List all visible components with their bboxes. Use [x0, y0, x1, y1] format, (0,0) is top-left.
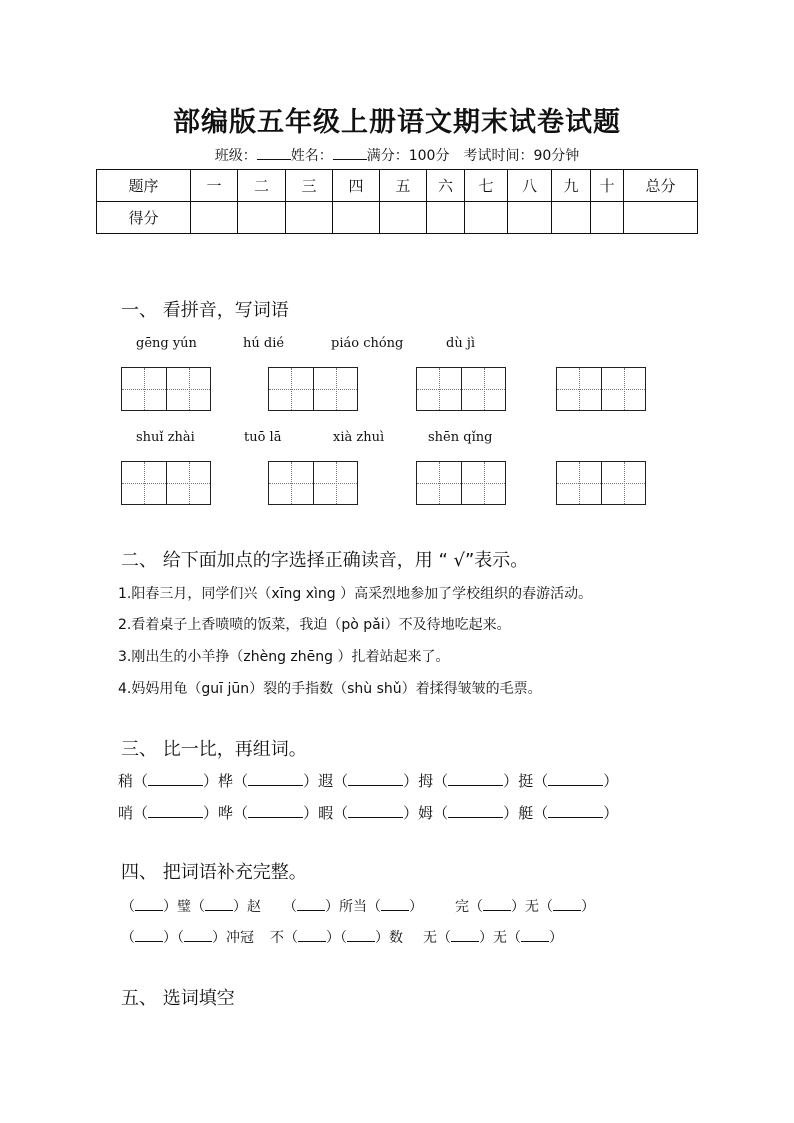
- page-title: 部编版五年级上册语文期末试卷试题: [173, 107, 621, 138]
- pinyin-label: gēng yún: [136, 336, 197, 351]
- section4-heading: 四、 把词语补充完整。: [121, 862, 307, 883]
- header-cell: 八: [508, 170, 552, 202]
- answer-blank[interactable]: [298, 927, 326, 942]
- header-cell: 二: [238, 170, 286, 202]
- score-cell[interactable]: [333, 202, 380, 234]
- answer-blank[interactable]: [135, 927, 163, 942]
- section3-heading: 三、 比一比，再组词。: [121, 739, 307, 760]
- pinyin-label: shēn qǐng: [428, 430, 493, 445]
- score-cell[interactable]: [508, 202, 552, 234]
- char: 稍: [118, 772, 134, 790]
- pinyin-label: tuō lā: [244, 430, 282, 445]
- header-cell: 四: [333, 170, 380, 202]
- answer-blank[interactable]: [451, 927, 479, 942]
- idiom-char: 冲冠: [226, 930, 254, 946]
- answer-blank[interactable]: [184, 927, 212, 942]
- score-cell[interactable]: [191, 202, 238, 234]
- char: 哨: [118, 804, 134, 822]
- score-row-label: 得分: [97, 202, 191, 234]
- pinyin-label: shuǐ zhài: [136, 430, 195, 445]
- name-blank[interactable]: [333, 147, 367, 160]
- answer-blank[interactable]: [381, 896, 409, 911]
- idiom-char: 所当: [339, 899, 367, 915]
- header-cell: 三: [286, 170, 333, 202]
- answer-blank[interactable]: [448, 803, 503, 818]
- writing-grid[interactable]: [268, 461, 358, 505]
- pinyin-label: dù jì: [446, 336, 476, 351]
- idiom-char: 赵: [247, 899, 261, 915]
- score-cell[interactable]: [591, 202, 624, 234]
- question-item: 1.阳春三月，同学们兴（xīng xìng ）高采烈地参加了学校组织的春游活动。: [118, 586, 593, 602]
- char: 艇: [518, 804, 534, 822]
- char: 哗: [218, 804, 234, 822]
- answer-blank[interactable]: [348, 803, 403, 818]
- char: 遐: [318, 772, 334, 790]
- score-cell[interactable]: [380, 202, 427, 234]
- compare-row-1: 稍（ ）桦（ ）遐（ ）拇（ ）挺（ ）: [118, 772, 619, 790]
- answer-blank[interactable]: [205, 896, 233, 911]
- idiom-row-1: （ ）璧（ ）赵 （ ）所当（ ） 完（ ）无（ ）: [121, 896, 595, 916]
- header-cell: 六: [427, 170, 465, 202]
- header-cell: 总分: [624, 170, 698, 202]
- writing-grid[interactable]: [416, 367, 506, 411]
- full-score: 满分：100分: [366, 148, 450, 164]
- char: 挺: [518, 772, 534, 790]
- answer-blank[interactable]: [548, 803, 603, 818]
- question-item: 2.看着桌子上香喷喷的饭菜，我迫（pò pǎi）不及待地吃起来。: [118, 617, 511, 633]
- exam-time: 考试时间：90分钟: [463, 148, 580, 164]
- exam-info: [0, 145, 794, 165]
- answer-blank[interactable]: [521, 927, 549, 942]
- answer-blank[interactable]: [248, 771, 303, 786]
- pinyin-label: hú dié: [243, 336, 285, 351]
- char: 桦: [218, 772, 234, 790]
- section2-heading: 二、 给下面加点的字选择正确读音，用 “ √”表示。: [121, 550, 529, 571]
- answer-blank[interactable]: [553, 896, 581, 911]
- answer-blank[interactable]: [448, 771, 503, 786]
- writing-grid[interactable]: [121, 461, 211, 505]
- question-item: 4.妈妈用龟（guī jūn）裂的手指数（shù shǔ）着揉得皱皱的毛票。: [118, 681, 542, 697]
- answer-blank[interactable]: [248, 803, 303, 818]
- class-blank[interactable]: [257, 147, 291, 160]
- idiom-char: 璧: [177, 899, 191, 915]
- char: 姆: [418, 804, 434, 822]
- answer-blank[interactable]: [483, 896, 511, 911]
- score-cell[interactable]: [427, 202, 465, 234]
- score-cell[interactable]: [552, 202, 591, 234]
- answer-blank[interactable]: [548, 771, 603, 786]
- answer-blank[interactable]: [348, 771, 403, 786]
- class-label: 班级：: [214, 148, 257, 164]
- answer-blank[interactable]: [148, 771, 203, 786]
- idiom-char: 无: [525, 899, 539, 915]
- idiom-char: 数: [389, 930, 403, 946]
- writing-grid[interactable]: [268, 367, 358, 411]
- score-table-score-row: [97, 202, 698, 234]
- idiom-char: 无: [423, 930, 437, 946]
- score-cell[interactable]: [286, 202, 333, 234]
- question-item: 3.刚出生的小羊挣（zhèng zhēng ）扎着站起来了。: [118, 649, 450, 665]
- writing-grid[interactable]: [556, 461, 646, 505]
- idiom-char: 不: [270, 930, 284, 946]
- pinyin-label: xià zhuì: [333, 430, 385, 445]
- header-cell: 题序: [97, 170, 191, 202]
- pinyin-label: piáo chóng: [331, 336, 404, 351]
- score-table-header-row: [97, 170, 698, 202]
- idiom-char: 完: [455, 899, 469, 915]
- section5-heading: 五、 选词填空: [121, 988, 235, 1009]
- header-cell: 一: [191, 170, 238, 202]
- score-cell[interactable]: [238, 202, 286, 234]
- name-label: 姓名：: [290, 148, 333, 164]
- header-cell: 十: [591, 170, 624, 202]
- score-cell[interactable]: [465, 202, 508, 234]
- answer-blank[interactable]: [148, 803, 203, 818]
- answer-blank[interactable]: [135, 896, 163, 911]
- section1-heading: 一、 看拼音，写词语: [121, 300, 289, 321]
- score-table: [96, 169, 698, 234]
- header-cell: 五: [380, 170, 427, 202]
- writing-grid[interactable]: [416, 461, 506, 505]
- writing-grid[interactable]: [121, 367, 211, 411]
- char: 暇: [318, 804, 334, 822]
- compare-row-2: 哨（ ）哗（ ）暇（ ）姆（ ）艇（ ）: [118, 804, 619, 822]
- writing-grid[interactable]: [556, 367, 646, 411]
- idiom-row-2: （ ）（ ）冲冠 不（ ）（ ）数 无（ ）无（ ）: [121, 927, 563, 947]
- answer-blank[interactable]: [297, 896, 325, 911]
- score-cell[interactable]: [624, 202, 698, 234]
- answer-blank[interactable]: [347, 927, 375, 942]
- idiom-char: 无: [493, 930, 507, 946]
- char: 拇: [418, 772, 434, 790]
- header-cell: 九: [552, 170, 591, 202]
- header-cell: 七: [465, 170, 508, 202]
